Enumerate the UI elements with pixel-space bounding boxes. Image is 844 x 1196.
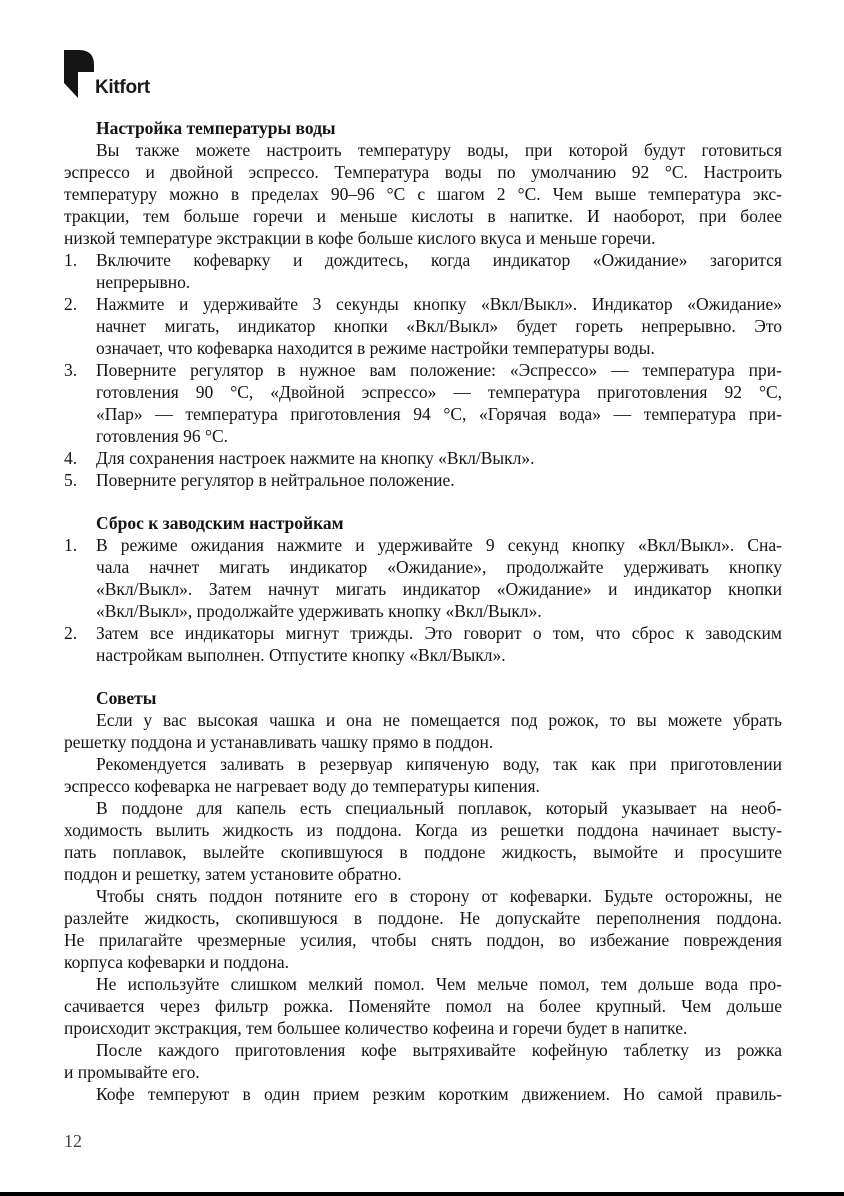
paragraph-line: Кофе темперуют в один прием резким коротким движением. Но самой правиль-	[96, 1084, 782, 1104]
list-line: начнет мигать, индикатор кнопки «Вкл/Выкл» будет гореть непрерывно. Это	[96, 316, 782, 336]
paragraph-line: решетку поддона и устанавливать чашку прямо в поддон.	[64, 732, 494, 752]
paragraph-line: поддон и решетку, затем установите обратно.	[64, 864, 402, 884]
kitfort-logo-icon	[64, 50, 94, 100]
list-line: готовления 90 °С, «Двойной эспрессо» — температура приготовления 92 °С,	[96, 382, 782, 402]
list-item	[64, 359, 782, 447]
paragraph-line: Не прилагайте чрезмерные усилия, чтобы снять поддон, во избежание повреждения	[64, 930, 782, 950]
paragraph-line: пать поплавок, вылейте скопившуюся в поддоне жидкость, вымойте и просушите	[64, 842, 782, 862]
list-line: Поверните регулятор в нейтральное положение.	[96, 470, 455, 490]
list-item	[64, 447, 782, 469]
list-number: 4.	[64, 448, 78, 468]
list-line: Затем все индикаторы мигнут трижды. Это говорит о том, что сброс к заводским	[96, 623, 782, 643]
paragraph-line: низкой температуре экстракции в кофе больше кислого вкуса и меньше горечи.	[64, 228, 656, 248]
list-line: чала начнет мигать индикатор «Ожидание», продолжайте удерживать кнопку	[96, 557, 782, 577]
list-item	[64, 469, 782, 491]
paragraph-line: ходимость вылить жидкость из поддона. Когда из решетки поддона начинает высту-	[64, 820, 782, 840]
paragraph-line: температуру можно в пределах 90–96 °С с шагом 2 °С. Чем выше температура экс-	[64, 184, 782, 204]
paragraph-line: Чтобы снять поддон потяните его в сторону от кофеварки. Будьте осторожны, не	[96, 886, 782, 906]
paragraph-line: сачивается через фильтр рожка. Поменяйте помол на более крупный. Чем дольше	[64, 996, 782, 1016]
list-line: Нажмите и удерживайте 3 секунды кнопку «Вкл/Выкл». Индикатор «Ожидание»	[96, 294, 782, 314]
list-line: «Пар» — температура приготовления 94 °С, «Горячая вода» — температура при-	[96, 404, 782, 424]
section-heading-reset: Сброс к заводским настройкам	[96, 513, 344, 533]
list-number: 1.	[64, 250, 78, 270]
paragraph-line: происходит экстракция, тем большее количество кофеина и горечи будет в напитке.	[64, 1018, 688, 1038]
paragraph-line: эспрессо и двойной эспрессо. Температура воды по умолчанию 92 °С. Настроить	[64, 162, 782, 182]
list-line: непрерывно.	[96, 272, 191, 292]
bottom-rule	[0, 1192, 844, 1196]
list-item	[64, 293, 782, 359]
list-number: 3.	[64, 360, 78, 380]
list-number: 1.	[64, 535, 78, 555]
brand-name: Kitfort	[95, 77, 150, 98]
paragraph-line: корпуса кофеварки и поддона.	[64, 952, 290, 972]
paragraph-line: тракции, тем больше горечи и меньше кислоты в напитке. И наоборот, при более	[64, 206, 782, 226]
paragraph-line: эспрессо кофеварка не нагревает воду до температуры кипения.	[64, 776, 540, 796]
list-line: Для сохранения настроек нажмите на кнопку «Вкл/Выкл».	[96, 448, 535, 468]
list-line: настройкам выполнен. Отпустите кнопку «Вкл/Выкл».	[96, 645, 506, 665]
paragraph-line: В поддоне для капель есть специальный поплавок, который указывает на необ-	[96, 798, 782, 818]
list-item	[64, 622, 782, 666]
spacer	[64, 666, 782, 687]
paragraph-line: Если у вас высокая чашка и она не помещается под рожок, то вы можете убрать	[96, 710, 782, 730]
paragraph-line: Вы также можете настроить температуру воды, при которой будут готовиться	[96, 140, 782, 160]
list-number: 2.	[64, 294, 78, 314]
list-line: Включите кофеварку и дождитесь, когда индикатор «Ожидание» загорится	[96, 250, 782, 270]
paragraph-line: После каждого приготовления кофе вытряхивайте кофейную таблетку из рожка	[96, 1040, 782, 1060]
list-line: «Вкл/Выкл», продолжайте удерживать кнопку «Вкл/Выкл».	[96, 601, 542, 621]
section-heading-tips: Советы	[96, 688, 157, 708]
list-number: 2.	[64, 623, 78, 643]
page-content	[64, 117, 782, 1105]
section-heading-water: Настройка температуры воды	[96, 118, 336, 138]
list-line: В режиме ожидания нажмите и удерживайте 9 секунд кнопку «Вкл/Выкл». Сна-	[96, 535, 782, 555]
paragraph-line: Рекомендуется заливать в резервуар кипяченую воду, так как при приготовлении	[96, 754, 782, 774]
paragraph-line: Не используйте слишком мелкий помол. Чем мельче помол, тем дольше вода про-	[96, 974, 782, 994]
page-number: 12	[64, 1131, 82, 1151]
list-line: готовления 96 °С.	[96, 426, 229, 446]
paragraph-line: разлейте жидкость, скопившуюся в поддоне. Не допускайте переполнения поддона.	[64, 908, 782, 928]
list-item	[64, 249, 782, 293]
list-number: 5.	[64, 470, 78, 490]
list-line: «Вкл/Выкл». Затем начнут мигать индикатор «Ожидание» и индикатор кнопки	[96, 579, 782, 599]
kitfort-logo	[64, 50, 204, 100]
paragraph-line: и промывайте его.	[64, 1062, 200, 1082]
list-item	[64, 534, 782, 622]
list-line: означает, что кофеварка находится в режиме настройки температуры воды.	[96, 338, 655, 358]
list-line: Поверните регулятор в нужное вам положение: «Эспрессо» — температура при-	[96, 360, 782, 380]
spacer	[64, 491, 782, 512]
